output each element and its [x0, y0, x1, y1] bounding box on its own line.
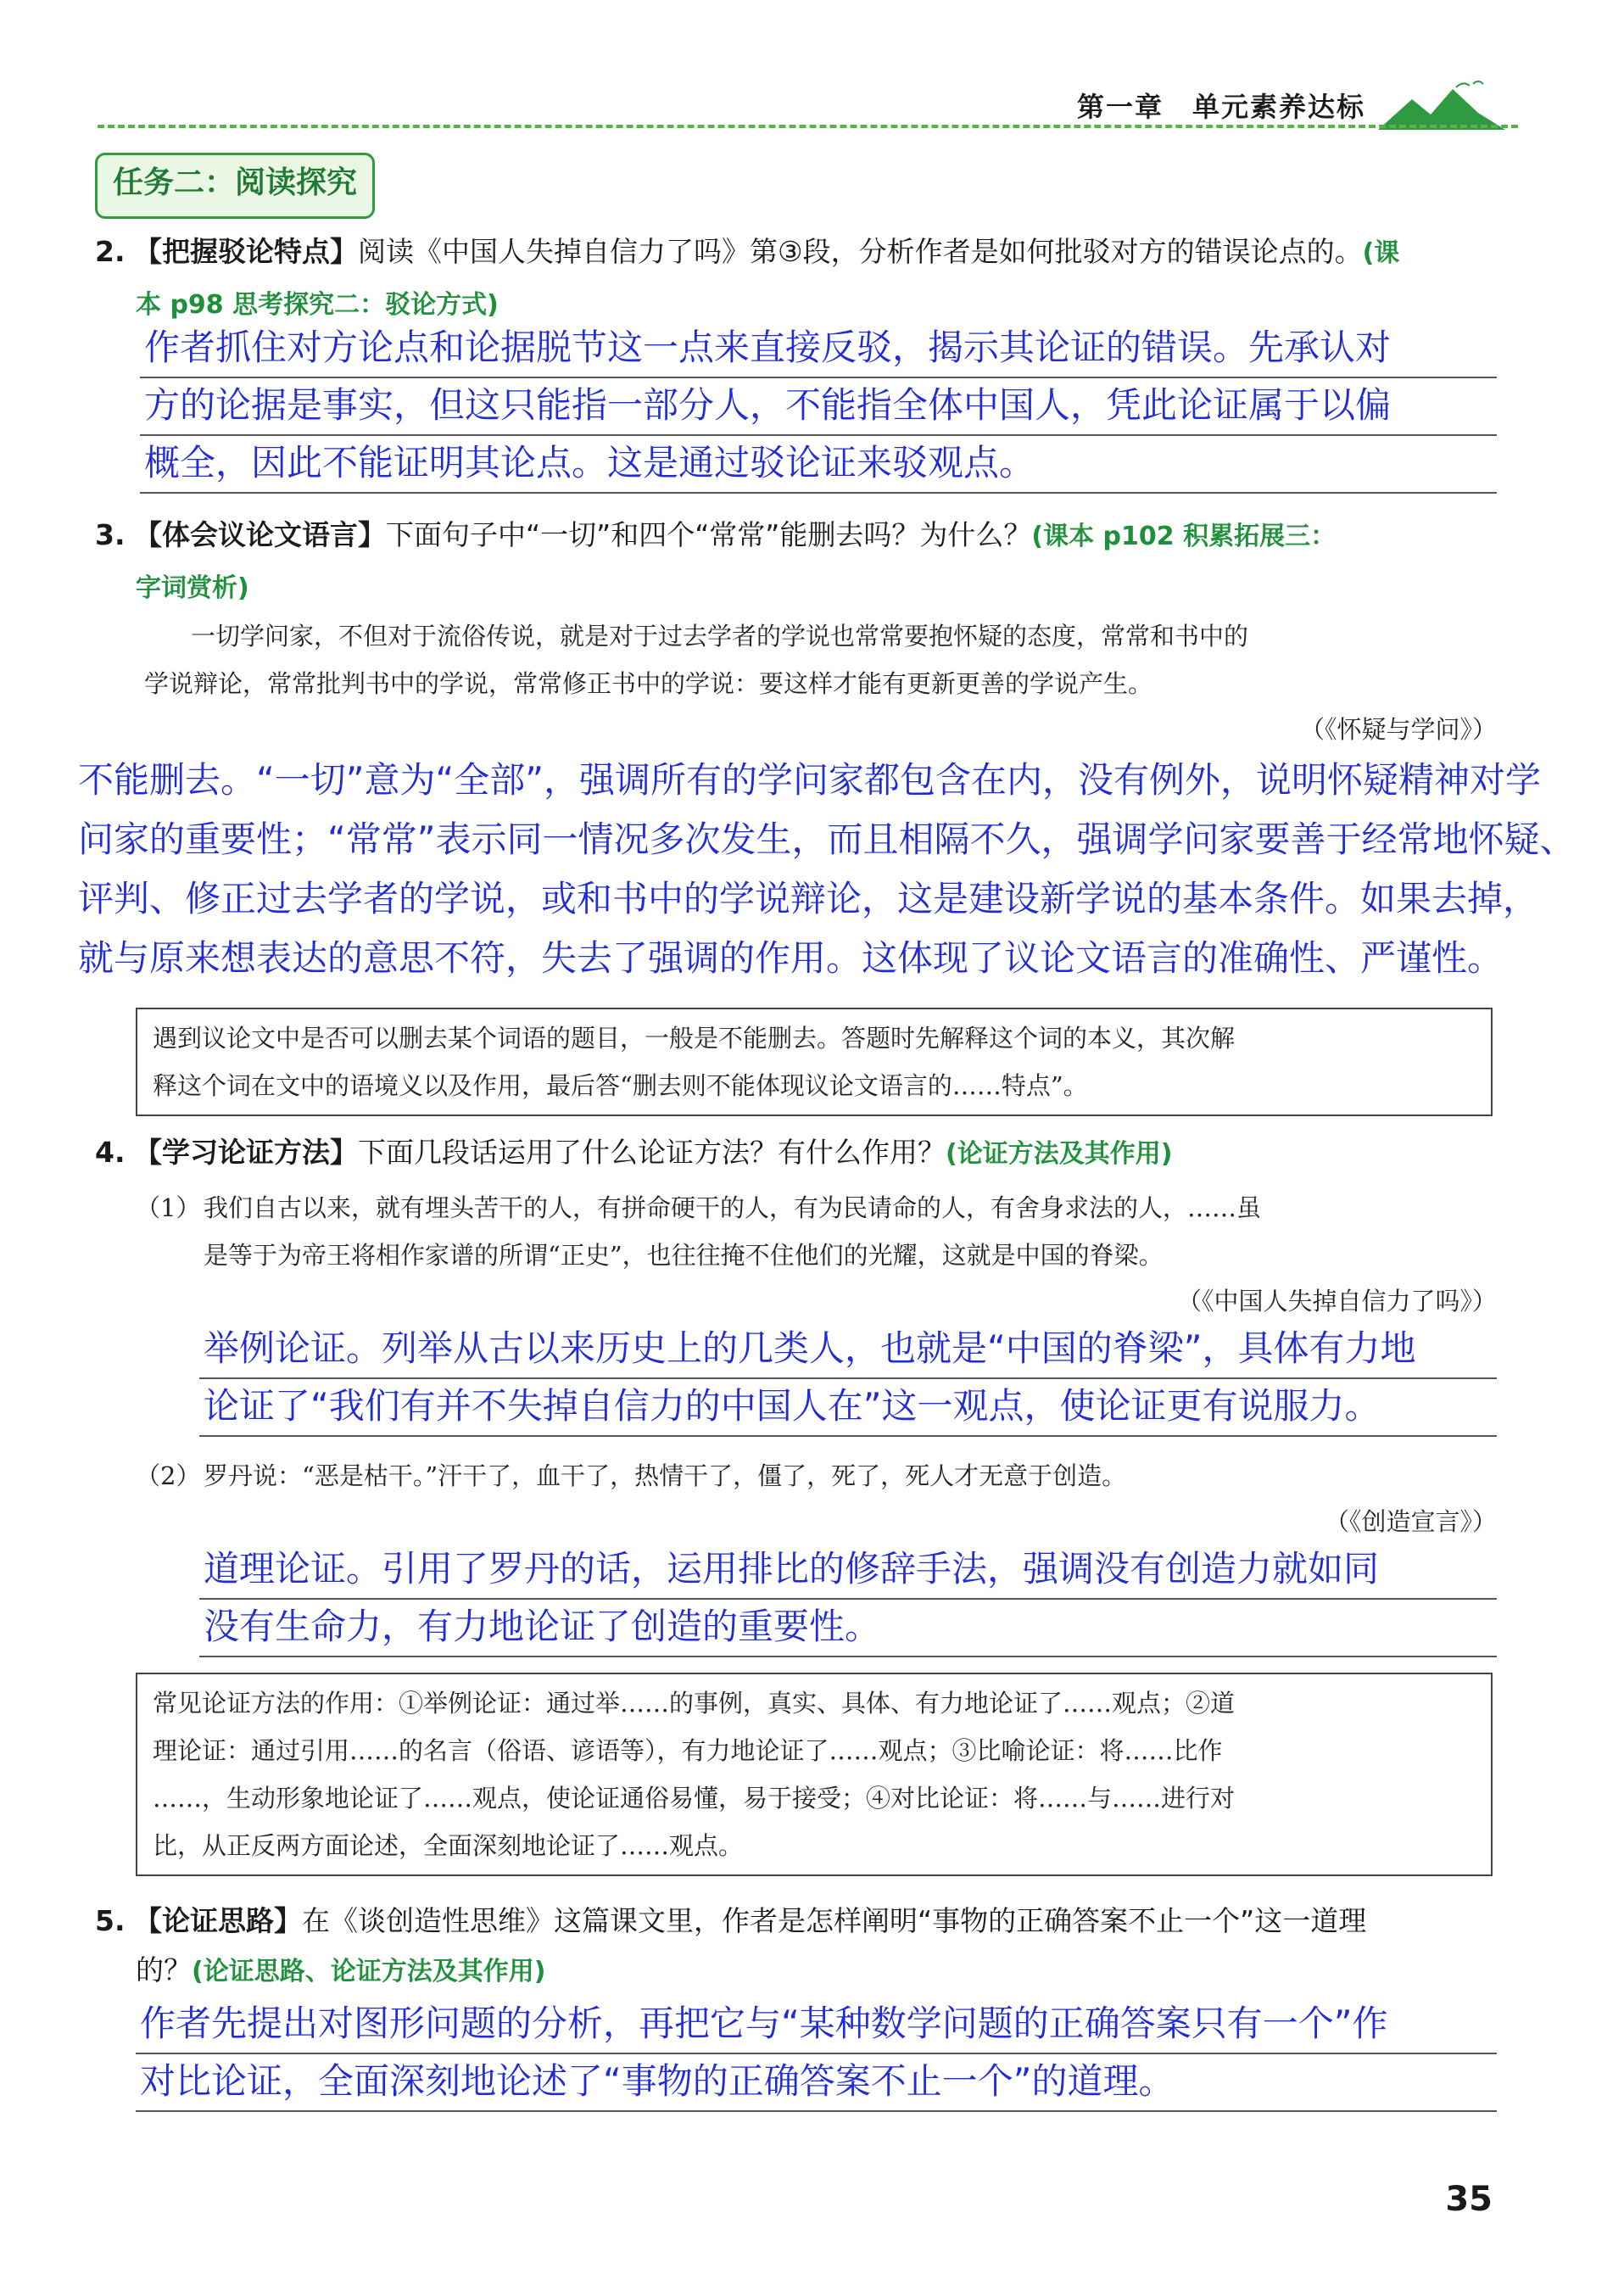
question-number: 3. — [95, 518, 126, 551]
tip-line: 遇到议论文中是否可以删去某个词语的题目，一般是不能删去。答题时先解释这个词的本义，其次解 — [153, 1024, 1236, 1053]
quote-source: （《怀疑与学问》） — [1299, 715, 1497, 744]
textbook-ref-cont: 字词赏析) — [136, 573, 249, 603]
answer-line: 没有生命力，有力地论证了创造的重要性。 — [204, 1606, 881, 1647]
question-number: 4. — [95, 1136, 126, 1169]
question-tag: 【体会议论文语言】 — [134, 518, 386, 551]
textbook-ref-cont: 本 p98 思考探究二：驳论方式) — [136, 290, 499, 320]
question-text: 阅读《中国人失掉自信力了吗》第③段，分析作者是如何批驳对方的错误论点的。 — [358, 235, 1363, 268]
tip-line: 比，从正反两方面论述，全面深刻地论证了……观点。 — [153, 1831, 744, 1860]
question-text: 在《谈创造性思维》这篇课文里，作者是怎样阐明“事物的正确答案不止一个”这一道理 — [302, 1904, 1367, 1937]
question-2 — [95, 227, 1528, 278]
textbook-ref: (课本 p102 积累拓展三： — [1031, 522, 1337, 551]
answer-line: 作者先提出对图形问题的分析，再把它与“某种数学问题的正确答案只有一个”作 — [140, 2003, 1388, 2044]
tip-line: 理论证：通过引用……的名言（俗语、谚语等），有力地论证了……观点；③比喻论证：将……比作 — [153, 1736, 1223, 1765]
mountain-icon — [1378, 81, 1505, 130]
answer-line: 论证了“我们有并不失掉自信力的中国人在”这一观点，使论证更有说服力。 — [204, 1385, 1381, 1427]
page-number: 35 — [1445, 2180, 1493, 2219]
page-header — [594, 81, 1518, 131]
quote-line: 罗丹说：“恶是枯干。”汗干了，血干了，热情干了，僵了，死了，死人才无意于创造。 — [204, 1461, 1127, 1490]
question-tag: 【论证思路】 — [134, 1904, 302, 1937]
question-number: 5. — [95, 1904, 126, 1937]
answer-line: 道理论证。引用了罗丹的话，运用排比的修辞手法，强调没有创造力就如同 — [204, 1548, 1380, 1589]
answer-line: 方的论据是事实，但这只能指一部分人，不能指全体中国人，凭此论证属于以偏 — [144, 384, 1392, 426]
question-5 — [95, 1897, 1537, 1946]
question-tag: 【学习论证方法】 — [134, 1136, 358, 1169]
answer-line: 就与原来想表达的意思不符，失去了强调的作用。这体现了议论文语言的准确性、严谨性。 — [78, 937, 1504, 979]
quote-line: 是等于为帝王将相作家谱的所谓“正史”，也往往掩不住他们的光耀，这就是中国的脊梁。 — [204, 1241, 1164, 1270]
answer-line: 对比论证，全面深刻地论述了“事物的正确答案不止一个”的道理。 — [140, 2060, 1175, 2102]
question-text: 下面句子中“一切”和四个“常常”能删去吗？为什么？ — [386, 518, 1032, 551]
quote-line: 学说辩论，常常批判书中的学说，常常修正书中的学说：要这样才能有更新更善的学说产生。 — [144, 669, 1153, 698]
question-text: 下面几段话运用了什么论证方法？有什么作用？ — [358, 1136, 946, 1169]
question-5-cont — [136, 1946, 545, 1997]
tip-box — [136, 1673, 1493, 1876]
sub-label: （2） — [136, 1461, 201, 1490]
tip-line: 常见论证方法的作用：①举例论证：通过举……的事例，真实、具体、有力地论证了……观点；②道 — [153, 1689, 1236, 1718]
answer-line: 举例论证。列举从古以来历史上的几类人，也就是“中国的脊梁”，具体有力地 — [204, 1327, 1416, 1369]
tip-line: ……，生动形象地论证了……观点，使论证通俗易懂，易于接受；④对比论证：将……与……进行对 — [153, 1784, 1236, 1813]
question-tag: 【把握驳论特点】 — [134, 235, 358, 268]
question-3 — [95, 511, 1537, 561]
textbook-ref: (论证方法及其作用) — [946, 1139, 1173, 1169]
question-4 — [95, 1128, 1537, 1179]
question-text: 的？ — [136, 1953, 192, 1986]
quote-source: （《中国人失掉自信力了吗》） — [1176, 1287, 1497, 1316]
textbook-ref: (论证思路、论证方法及其作用) — [192, 1957, 546, 1986]
tip-line: 释这个词在文中的语境义以及作用，最后答“删去则不能体现议论文语言的……特点”。 — [153, 1071, 1088, 1100]
chapter-title: 第一章 单元素养达标 — [1076, 91, 1365, 123]
answer-line: 评判、修正过去学者的学说，或和书中的学说辩论，这是建设新学说的基本条件。如果去掉， — [78, 878, 1539, 919]
answer-line: 不能删去。“一切”意为“全部”，强调所有的学问家都包含在内，没有例外，说明怀疑精神对学 — [78, 759, 1542, 801]
answer-line: 作者抓住对方论点和论据脱节这一点来直接反驳，揭示其论证的错误。先承认对 — [144, 327, 1392, 368]
tip-box — [136, 1008, 1493, 1116]
quote-line: 我们自古以来，就有埋头苦干的人，有拼命硬干的人，有为民请命的人，有舍身求法的人，……虽 — [204, 1193, 1262, 1222]
question-number: 2. — [95, 235, 126, 268]
header-divider — [98, 125, 1518, 128]
quote-line: 一切学问家，不但对于流俗传说，就是对于过去学者的学说也常常要抱怀疑的态度，常常和书中的 — [191, 622, 1249, 651]
textbook-ref: (课 — [1362, 238, 1400, 268]
sub-label: （1） — [136, 1193, 201, 1222]
quote-source: （《创造宣言》） — [1324, 1507, 1497, 1536]
task-label: 任务二：阅读探究 — [95, 153, 375, 219]
answer-line: 问家的重要性；“常常”表示同一情况多次发生，而且相隔不久，强调学问家要善于经常地怀疑、 — [78, 818, 1576, 860]
answer-line: 概全，因此不能证明其论点。这是通过驳论证来驳观点。 — [144, 442, 1035, 483]
